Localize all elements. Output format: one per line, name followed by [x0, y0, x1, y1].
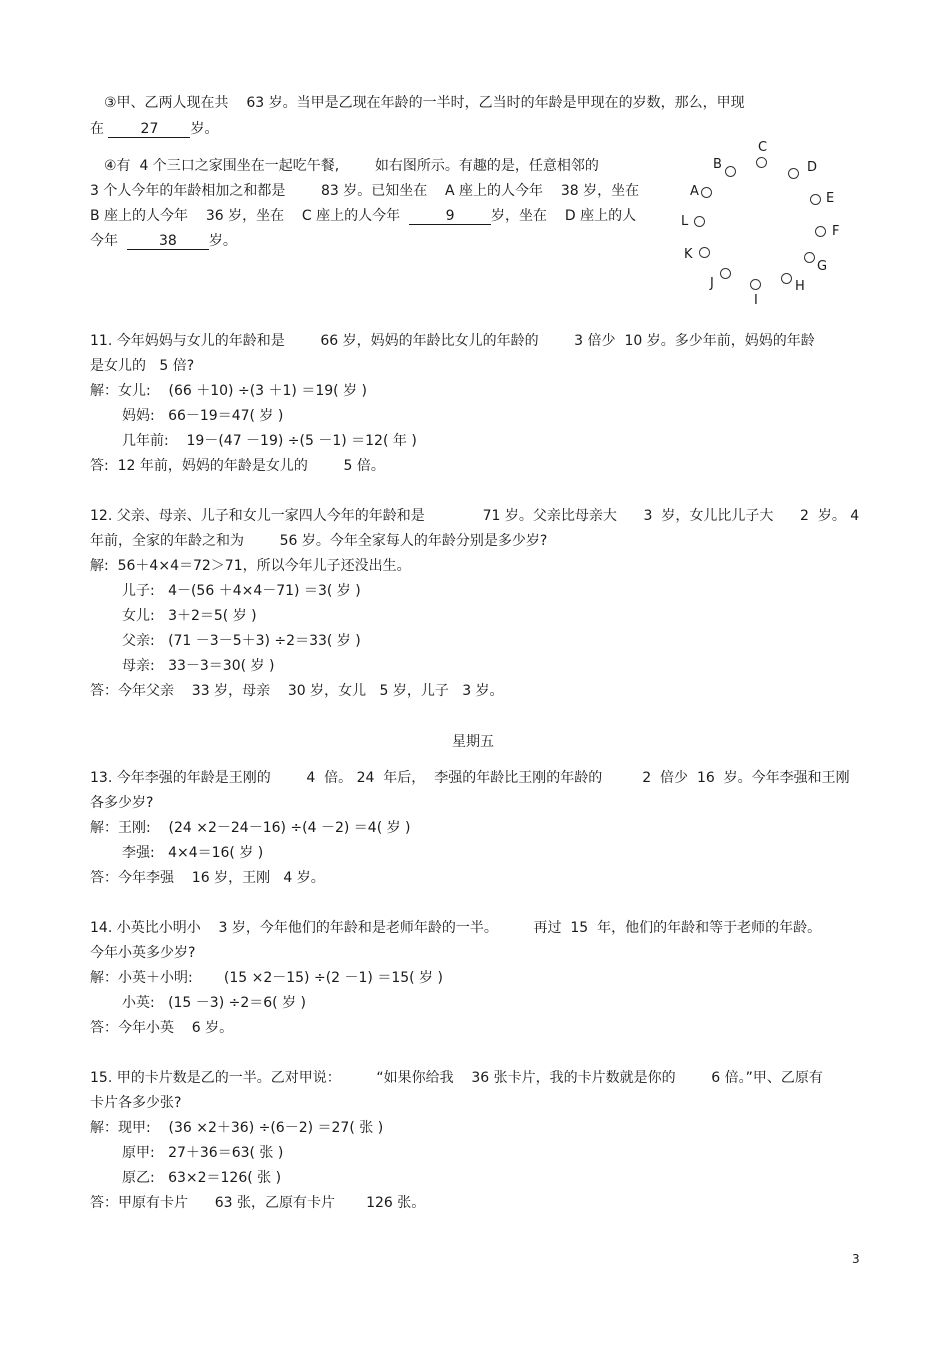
q3-line-2-suffix: 岁。: [190, 121, 219, 137]
p15-question-2: 卡片各多少张?: [90, 1095, 182, 1111]
p15-question-1: 15. 甲的卡片数是乙的一半。乙对甲说： “如果你给我 36 张卡片，我的卡片数就是你的 6 倍。”甲、乙原有: [90, 1070, 823, 1086]
q4-line-3-suffix: 岁，坐在 D 座上的人: [491, 208, 637, 224]
p12-solution-2: 儿子: 4－(56 ＋4×4－71) ＝3( 岁 ): [122, 583, 361, 599]
q4-answer-c-blank: 9: [409, 208, 491, 225]
seat-d-circle: [788, 168, 799, 179]
p15-answer: 答：甲原有卡片 63 张，乙原有卡片 126 张。: [90, 1195, 426, 1211]
p11-solution-1: 解：女儿: (66 ＋10) ÷(3 ＋1) ＝19( 岁 ): [90, 383, 367, 399]
p12-question-2: 年前，全家的年龄之和为 56 岁。今年全家每人的年龄分别是多少岁?: [90, 533, 548, 549]
seat-c-circle: [756, 157, 767, 168]
p13-answer: 答：今年李强 16 岁，王刚 4 岁。: [90, 870, 325, 886]
p15-solution-2: 原甲: 27＋36＝63( 张 ): [122, 1145, 284, 1161]
seat-label-b: B: [713, 157, 722, 172]
seat-l-circle: [694, 216, 705, 227]
seat-g-circle: [804, 252, 815, 263]
q4-line-4-suffix: 岁。: [208, 233, 237, 249]
p12-solution-4: 父亲: (71 －3－5＋3) ÷2＝33( 岁 ): [122, 633, 361, 649]
q3-answer-blank: 27: [108, 121, 190, 138]
seat-label-k: K: [684, 247, 693, 262]
seat-label-j: J: [710, 276, 714, 291]
seat-h-circle: [781, 273, 792, 284]
page-number: 3: [852, 1252, 860, 1266]
seat-i-circle: [750, 279, 761, 290]
q4-line-4: [90, 231, 237, 251]
p14-question-1: 14. 小英比小明小 3 岁，今年他们的年龄和是老师年龄的一半。 再过 15 年，他们的年龄和等于老师的年龄。: [90, 920, 822, 936]
p14-question-2: 今年小英多少岁?: [90, 945, 196, 961]
seat-label-h: H: [795, 279, 805, 294]
p11-solution-2: 妈妈: 66－19＝47( 岁 ): [122, 408, 284, 424]
section-heading: 星期五: [452, 734, 494, 750]
q4-line-3-prefix: B 座上的人今年 36 岁，坐在 C 座上的人今年: [90, 208, 410, 224]
q4-line-4-prefix: 今年: [90, 233, 127, 249]
seat-j-circle: [720, 268, 731, 279]
p13-solution-1: 解：王刚: (24 ×2－24－16) ÷(4 －2) ＝4( 岁 ): [90, 820, 411, 836]
seat-label-f: F: [832, 224, 840, 239]
p14-solution-1: 解：小英＋小明: (15 ×2－15) ÷(2 －1) ＝15( 岁 ): [90, 970, 443, 986]
seat-label-i: I: [754, 293, 758, 308]
p12-answer: 答：今年父亲 33 岁，母亲 30 岁，女儿 5 岁，儿子 3 岁。: [90, 683, 504, 699]
p12-question-1: 12. 父亲、母亲、儿子和女儿一家四人今年的年龄和是 71 岁。父亲比母亲大 3 岁，女儿比儿子大 2 岁。 4: [90, 508, 860, 524]
seat-label-g: G: [817, 259, 828, 274]
seat-f-circle: [815, 226, 826, 237]
q4-line-3: [90, 206, 636, 226]
p12-solution-3: 女儿: 3＋2＝5( 岁 ): [122, 608, 257, 624]
q3-line-2-prefix: 在: [90, 121, 109, 137]
q4-line-1: ④有 4 个三口之家围坐在一起吃午餐, 如右图所示。有趣的是，任意相邻的: [104, 158, 599, 174]
q4-answer-d-blank: 38: [127, 233, 209, 250]
p14-answer: 答：今年小英 6 岁。: [90, 1020, 234, 1036]
seat-label-d: D: [807, 160, 818, 175]
seat-a-circle: [701, 187, 712, 198]
p15-solution-1: 解：现甲: (36 ×2＋36) ÷(6－2) ＝27( 张 ): [90, 1120, 384, 1136]
p13-question-2: 各多少岁?: [90, 795, 154, 811]
seat-label-a: A: [690, 184, 699, 199]
seat-label-c: C: [758, 140, 768, 155]
p12-solution-1: 解: 56＋4×4＝72＞71，所以今年儿子还没出生。: [90, 558, 411, 574]
q3-line-1: ③甲、乙两人现在共 63 岁。当甲是乙现在年龄的一半时，乙当时的年龄是甲现在的岁数，那么，甲现: [104, 95, 745, 111]
q3-line-2: [90, 119, 218, 139]
q4-line-2: 3 个人今年的年龄相加之和都是 83 岁。已知坐在 A 座上的人今年 38 岁，坐在: [90, 183, 640, 199]
p13-solution-2: 李强: 4×4＝16( 岁 ): [122, 845, 264, 861]
p13-question-1: 13. 今年李强的年龄是王刚的 4 倍。 24 年后， 李强的年龄比王刚的年龄的 2 倍少 16 岁。今年李强和王刚: [90, 770, 850, 786]
p11-question-1: 11. 今年妈妈与女儿的年龄和是 66 岁，妈妈的年龄比女儿的年龄的 3 倍少 10 岁。多少年前，妈妈的年龄: [90, 333, 815, 349]
seat-b-circle: [725, 166, 736, 177]
seat-label-e: E: [826, 191, 835, 206]
seat-k-circle: [699, 247, 710, 258]
p11-question-2: 是女儿的 5 倍?: [90, 358, 195, 374]
seat-e-circle: [810, 194, 821, 205]
p12-solution-5: 母亲: 33－3＝30( 岁 ): [122, 658, 275, 674]
p11-solution-3: 几年前: 19－(47 －19) ÷(5 －1) ＝12( 年 ): [122, 433, 417, 449]
p11-answer: 答: 12 年前，妈妈的年龄是女儿的 5 倍。: [90, 458, 385, 474]
p15-solution-3: 原乙: 63×2＝126( 张 ): [122, 1170, 282, 1186]
p14-solution-2: 小英: (15 －3) ÷2＝6( 岁 ): [122, 995, 306, 1011]
seat-label-l: L: [681, 214, 689, 229]
